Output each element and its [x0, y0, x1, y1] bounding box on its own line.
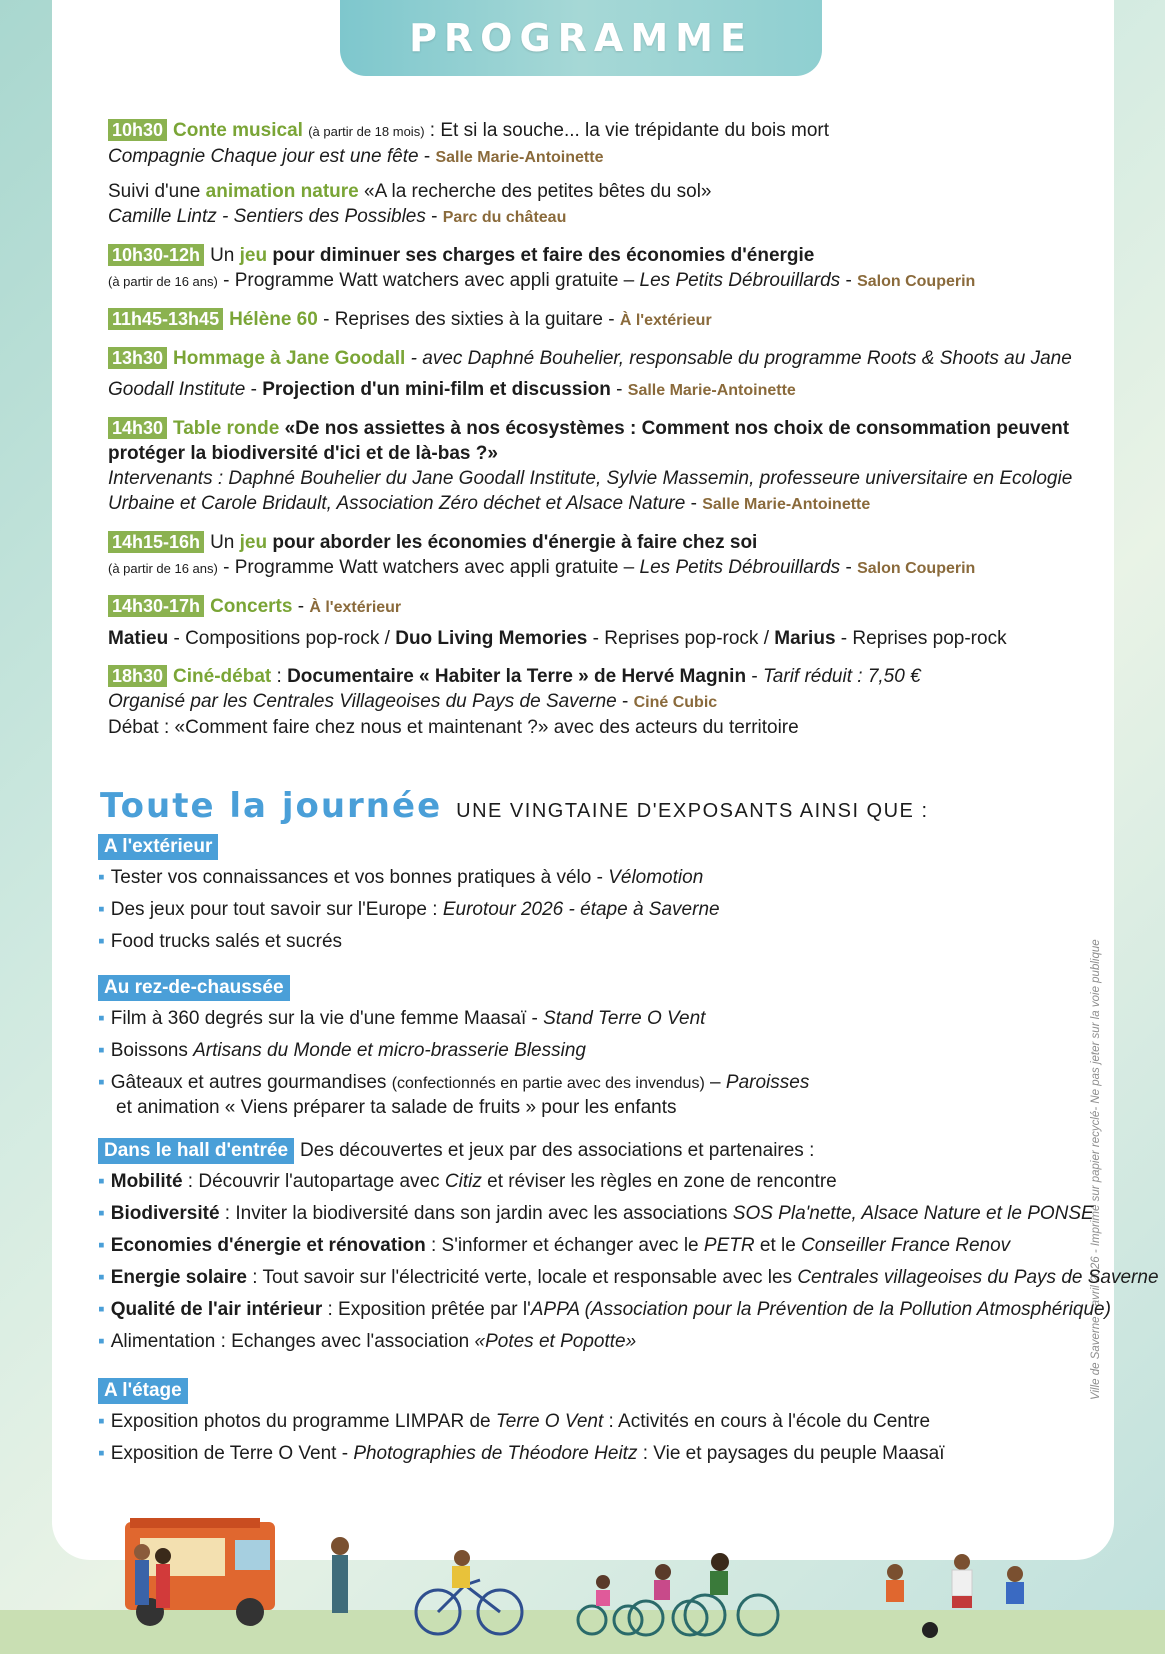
- section-label: A l'extérieur: [98, 834, 218, 860]
- list-item: ▪ Exposition photos du programme LIMPAR de Terre O Vent : Activités en cours à l'école du Centre: [98, 1411, 931, 1432]
- event-desc: - avec Daphné Bouhelier, responsable du programme Roots & Shoots au Jane: [405, 348, 1072, 369]
- item-italic: Vélomotion: [608, 867, 704, 888]
- event-place: Salon Couperin: [857, 560, 976, 577]
- list-item: ▪ Mobilité : Découvrir l'autopartage avec Citiz et réviser les règles en zone de rencontre: [98, 1171, 837, 1192]
- event-jeu: jeu: [239, 245, 268, 266]
- event-place: À l'extérieur: [309, 599, 402, 616]
- event-title: Hélène 60: [229, 309, 318, 330]
- event-place: Salle Marie-Antoinette: [702, 496, 871, 513]
- separator: -: [840, 270, 858, 291]
- artist-desc: - Compositions pop-rock /: [168, 628, 396, 649]
- event-desc: Documentaire « Habiter la Terre » de Hervé Magnin: [287, 666, 747, 687]
- item-text: : Découvrir l'autopartage avec: [182, 1171, 445, 1192]
- separator: -: [245, 379, 263, 400]
- separator: -: [746, 666, 763, 687]
- section-label: A l'étage: [98, 1378, 188, 1404]
- event-item: 10h30 Conte musical (à partir de 18 mois) : Et si la souche... la vie trépidante du bois mort Compagnie Chaque jour est une fête - Salle Marie-Antoinette Suivi d'une animation nature «A la recherche des petites bêtes du sol» Camille Lintz - Sentiers des Possibles - Parc du château: [108, 120, 830, 227]
- list-item: ▪ Biodiversité : Inviter la biodiversité dans son jardin avec les associations SOS Pla'nette, Alsace Nature et le PONSE: [98, 1203, 1094, 1224]
- event-pre: Un: [210, 245, 240, 266]
- item-italic: Artisans du Monde et micro-brasserie Blessing: [193, 1040, 586, 1061]
- event-age: (à partir de 16 ans): [108, 561, 218, 576]
- event-time: 14h30-17h: [108, 595, 204, 617]
- event-desc-continued: Goodall Institute: [108, 379, 246, 400]
- item-text: Exposition photos du programme LIMPAR de: [110, 1411, 496, 1432]
- item-text: : Activités en cours à l'école du Centre: [603, 1411, 931, 1432]
- list-item: ▪ Exposition de Terre O Vent - Photographies de Théodore Heitz : Vie et paysages du peuple Maasaï: [98, 1443, 945, 1464]
- section-intro: Des découvertes et jeux par des associations et partenaires :: [300, 1140, 815, 1161]
- event-item: 18h30 Ciné-débat : Documentaire « Habiter la Terre » de Hervé Magnin - Tarif réduit : 7,50 € Organisé par les Centrales Villageoises du Pays de Saverne - Ciné Cubic Débat : «Comment faire chez nous et maintenant ?» avec des acteurs du territoire: [108, 666, 921, 738]
- item-text: Tester vos connaissances et vos bonnes pratiques à vélo -: [110, 867, 609, 888]
- event-item: [108, 243, 1038, 294]
- item-bold: Qualité de l'air intérieur: [110, 1299, 323, 1320]
- all-day-heading: [100, 786, 929, 826]
- item-italic: SOS Pla'nette, Alsace Nature et le PONSE: [732, 1203, 1094, 1224]
- event-title: Hommage à Jane Goodall: [173, 348, 406, 369]
- item-text: : Exposition prêtée par l': [322, 1299, 531, 1320]
- item-italic: Centrales villageoises du Pays de Saverne: [797, 1267, 1159, 1288]
- section-exterieur: [98, 834, 1058, 958]
- event-place: Ciné Cubic: [633, 694, 718, 711]
- item-bold: Mobilité: [110, 1171, 183, 1192]
- event-desc: «De nos assiettes à nos écosystèmes : Comment nos choix de consommation peuvent: [284, 418, 1070, 439]
- follow-place: Parc du château: [442, 209, 567, 226]
- all-day-title: Toute la journée: [100, 786, 443, 826]
- event-company: Les Petits Débrouillards: [639, 270, 841, 291]
- event-jeu: jeu: [239, 532, 268, 553]
- separator: :: [424, 120, 441, 141]
- event-place: Salle Marie-Antoinette: [627, 382, 796, 399]
- item-italic: Photographies de Théodore Heitz: [353, 1443, 638, 1464]
- event-speakers: Intervenants : Daphné Bouhelier du Jane Goodall Institute, Sylvie Massemin, professeure universitaire en Ecologie: [108, 468, 1073, 489]
- separator: -: [418, 146, 436, 167]
- page-title: PROGRAMME: [409, 16, 753, 60]
- event-place: Salle Marie-Antoinette: [435, 149, 604, 166]
- list-item: ▪ Des jeux pour tout savoir sur l'Europe : Eurotour 2026 - étape à Saverne: [98, 899, 720, 920]
- list-item: ▪ Boissons Artisans du Monde et micro-brasserie Blessing: [98, 1040, 586, 1061]
- event-time: 14h15-16h: [108, 531, 204, 553]
- event-desc: - Programme Watt watchers avec appli gratuite –: [217, 557, 640, 578]
- event-speakers-continued: Urbaine et Carole Bridault, Association Zéro déchet et Alsace Nature: [108, 493, 686, 514]
- item-text: Des jeux pour tout savoir sur l'Europe :: [110, 899, 443, 920]
- item-text: et réviser les règles en zone de rencontre: [481, 1171, 837, 1192]
- print-note: Ville de Saverne - avril 2026 - Imprimé sur papier recyclé- Ne pas jeter sur la voie publique: [1090, 939, 1102, 1400]
- event-item: [108, 594, 1038, 651]
- section-hall: [98, 1138, 1159, 1358]
- follow-prefix: Suivi d'une: [108, 181, 206, 202]
- item-text: : S'informer et échanger avec le: [425, 1235, 704, 1256]
- item-text: Boissons: [110, 1040, 194, 1061]
- event-debate: Débat : «Comment faire chez nous et maintenant ?» avec des acteurs du territoire: [108, 717, 799, 738]
- item-text: Film à 360 degrés sur la vie d'une femme Maasaï -: [110, 1008, 544, 1029]
- artist-name: Marius: [774, 628, 836, 649]
- event-desc: - Programme Watt watchers avec appli gratuite –: [217, 270, 640, 291]
- item-text: : Inviter la biodiversité dans son jardin avec les associations: [219, 1203, 733, 1224]
- event-activity: Projection d'un mini-film et discussion: [262, 379, 611, 400]
- event-age: (à partir de 18 mois): [308, 124, 425, 139]
- event-title: Table ronde: [173, 418, 280, 439]
- item-bold: Biodiversité: [110, 1203, 220, 1224]
- event-item: [108, 346, 1072, 403]
- events-list: [108, 118, 1073, 753]
- item-text: Food trucks salés et sucrés: [110, 931, 343, 952]
- event-title: pour aborder les économies d'énergie à faire chez soi: [267, 532, 758, 553]
- item-italic: APPA (Association pour la Prévention de la Pollution Atmosphérique): [530, 1299, 1111, 1320]
- item-italic: Eurotour 2026 - étape à Saverne: [442, 899, 720, 920]
- event-time: 14h30: [108, 417, 167, 439]
- list-item: ▪ Tester vos connaissances et vos bonnes pratiques à vélo - Vélomotion: [98, 867, 704, 888]
- item-italic: Stand Terre O Vent: [543, 1008, 706, 1029]
- item-text: Gâteaux et autres gourmandises: [110, 1072, 392, 1093]
- item-text: –: [704, 1072, 726, 1093]
- follow-title: animation nature: [205, 181, 359, 202]
- event-time: 11h45-13h45: [108, 308, 223, 330]
- event-price: Tarif réduit : 7,50 €: [762, 666, 921, 687]
- event-title: Conte musical: [173, 120, 303, 141]
- separator: -: [610, 379, 628, 400]
- follow-desc: «A la recherche des petites bêtes du sol»: [358, 181, 712, 202]
- separator: -: [840, 557, 858, 578]
- event-organizer: Organisé par les Centrales Villageoises du Pays de Saverne: [108, 691, 617, 712]
- event-item: [108, 307, 1038, 333]
- follow-company: Camille Lintz - Sentiers des Possibles: [108, 206, 426, 227]
- item-italic: Citiz: [444, 1171, 482, 1192]
- item-text: Alimentation : Echanges avec l'association: [110, 1331, 475, 1352]
- item-text: et le: [754, 1235, 802, 1256]
- item-note: (confectionnés en partie avec des invendus): [391, 1075, 705, 1092]
- list-item: ▪ Energie solaire : Tout savoir sur l'électricité verte, locale et responsable avec les Centrales villageoises du Pays de Saverne: [98, 1267, 1159, 1288]
- artist-desc: - Reprises pop-rock /: [587, 628, 775, 649]
- event-pre: Un: [210, 532, 240, 553]
- event-item: [108, 530, 1038, 581]
- event-title: pour diminuer ses charges et faire des économies d'énergie: [267, 245, 815, 266]
- event-title: Ciné-débat: [173, 666, 272, 687]
- artist-name: Duo Living Memories: [395, 628, 588, 649]
- list-item-continued: et animation « Viens préparer ta salade de fruits » pour les enfants: [116, 1097, 677, 1118]
- item-italic: Terre O Vent: [495, 1411, 604, 1432]
- item-italic: «Potes et Popotte»: [474, 1331, 637, 1352]
- separator: -: [685, 493, 703, 514]
- event-company: Les Petits Débrouillards: [639, 557, 841, 578]
- section-label: Au rez-de-chaussée: [98, 975, 290, 1001]
- list-item: ▪ Film à 360 degrés sur la vie d'une femme Maasaï - Stand Terre O Vent: [98, 1008, 706, 1029]
- section-label: Dans le hall d'entrée: [98, 1138, 294, 1164]
- event-item: [108, 416, 1073, 517]
- event-place: Salon Couperin: [857, 273, 976, 290]
- list-item: ▪ Alimentation : Echanges avec l'association «Potes et Popotte»: [98, 1331, 637, 1352]
- event-time: 10h30-12h: [108, 244, 204, 266]
- item-text: Exposition de Terre O Vent -: [110, 1443, 354, 1464]
- event-age: (à partir de 16 ans): [108, 274, 218, 289]
- event-desc: - Reprises des sixties à la guitare -: [317, 309, 620, 330]
- item-text: : Vie et paysages du peuple Maasaï: [637, 1443, 945, 1464]
- separator: :: [271, 666, 288, 687]
- event-place: À l'extérieur: [619, 312, 712, 329]
- event-company: Compagnie Chaque jour est une fête: [108, 146, 419, 167]
- list-item: ▪ Economies d'énergie et rénovation : S'informer et échanger avec le PETR et le Conseiller France Renov: [98, 1235, 1011, 1256]
- all-day-subtitle: UNE VINGTAINE D'EXPOSANTS AINSI QUE :: [456, 800, 929, 822]
- artist-desc: - Reprises pop-rock: [835, 628, 1007, 649]
- section-etage: [98, 1378, 1058, 1470]
- item-text: : Tout savoir sur l'électricité verte, locale et responsable avec les: [246, 1267, 798, 1288]
- item-italic: PETR: [703, 1235, 755, 1256]
- event-time: 13h30: [108, 347, 167, 369]
- separator: -: [292, 596, 310, 617]
- item-italic: Paroisses: [725, 1072, 810, 1093]
- illustration-scene: [0, 1500, 1165, 1654]
- event-title: Concerts: [210, 596, 293, 617]
- artist-name: Matieu: [108, 628, 169, 649]
- item-italic: Conseiller France Renov: [801, 1235, 1011, 1256]
- list-item: ▪ Qualité de l'air intérieur : Exposition prêtée par l'APPA (Association pour la Prévention de la Pollution Atmosphérique): [98, 1299, 1111, 1320]
- item-bold: Energie solaire: [110, 1267, 247, 1288]
- section-rez-de-chaussee: [98, 975, 1058, 1120]
- event-time: 10h30: [108, 119, 167, 141]
- item-bold: Economies d'énergie et rénovation: [110, 1235, 426, 1256]
- list-item: ▪ Food trucks salés et sucrés: [98, 931, 343, 952]
- event-desc: Et si la souche... la vie trépidante du bois mort: [440, 120, 830, 141]
- programme-header: [340, 0, 822, 76]
- list-item: ▪ Gâteaux et autres gourmandises (confectionnés en partie avec des invendus) – Paroisses: [98, 1072, 810, 1093]
- event-desc-continued: protéger la biodiversité d'ici et de là-bas ?»: [108, 443, 498, 464]
- event-time: 18h30: [108, 665, 167, 687]
